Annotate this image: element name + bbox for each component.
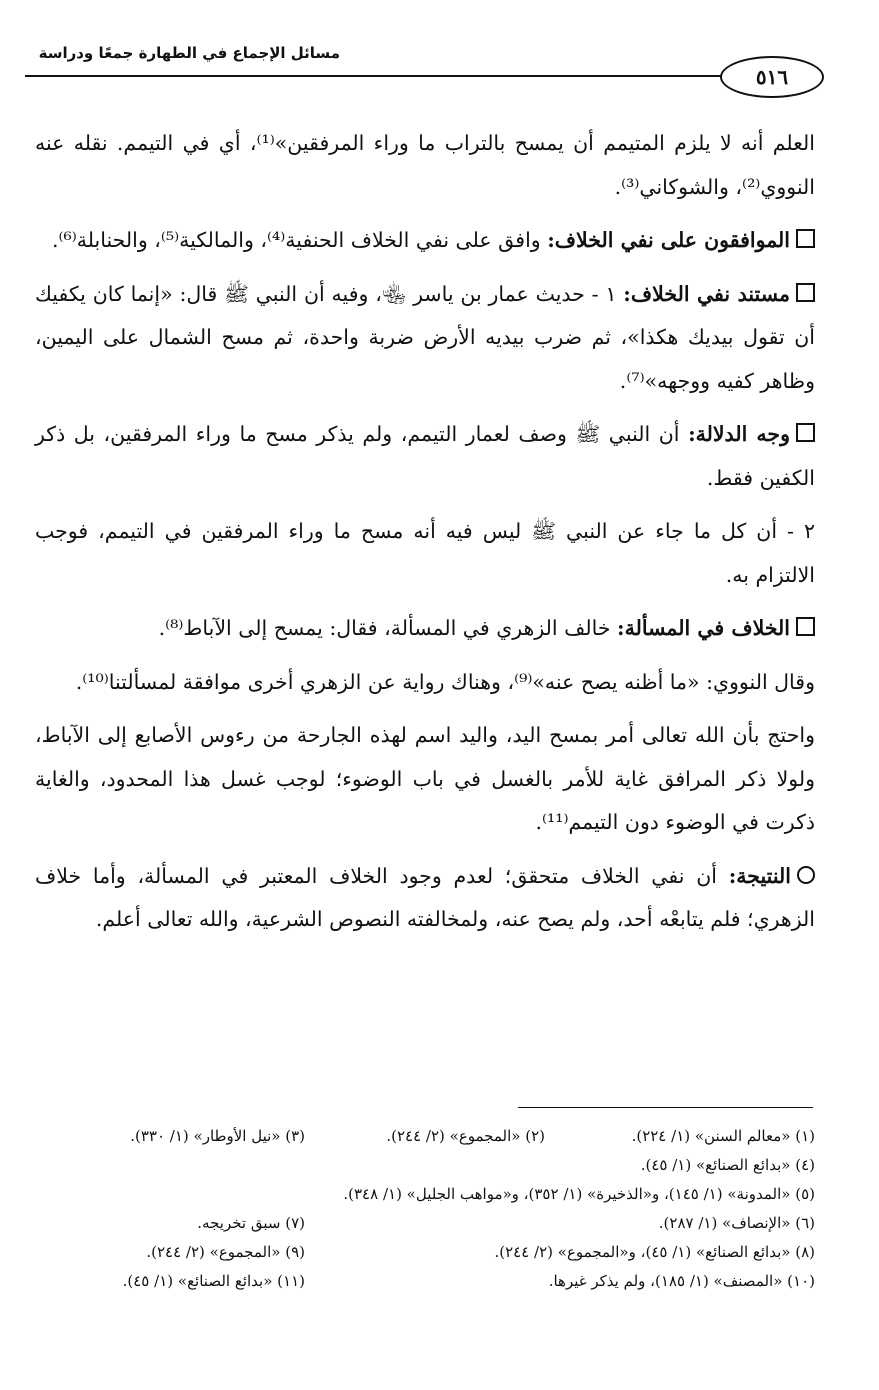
footnote-3: (٣) «نيل الأوطار» (١/ ٣٣٠).	[130, 1127, 305, 1145]
footnote-row	[35, 1238, 815, 1267]
main-text	[35, 122, 815, 952]
square-bullet-icon	[796, 283, 815, 302]
footnote-row	[35, 1180, 815, 1209]
footnote-9: (٩) «المجموع» (٢/ ٢٤٤).	[146, 1243, 305, 1261]
paragraph-argument: واحتج بأن الله تعالى أمر بمسح اليد، واليد اسم لهذه الجارحة من رءوس الأصابع إلى الآباط، ولولا ذكر المرافق غاية للأمر بالغسل في باب الوضوء؛ لوجب غسل هذا المحدود، والغاية ذكرت في الوضوء دون التيمم⁽¹¹⁾.	[35, 723, 815, 834]
footnotes	[35, 1122, 815, 1296]
footnote-4: (٤) «بدائع الصنائع» (١/ ٤٥).	[640, 1156, 815, 1174]
paragraph-agreeing	[35, 219, 815, 263]
footnote-8: (٨) «بدائع الصنائع» (١/ ٤٥)، و«المجموع» (٢/ ٢٤٤).	[494, 1243, 815, 1261]
square-bullet-icon	[796, 617, 815, 636]
footnote-6: (٦) «الإنصاف» (١/ ٢٨٧).	[658, 1214, 815, 1232]
paragraph-result	[35, 855, 815, 942]
circle-bullet-icon	[797, 866, 815, 884]
footnote-rule	[518, 1107, 813, 1108]
paragraph-1: العلم أنه لا يلزم المتيمم أن يمسح بالتراب ما وراء المرفقين»⁽¹⁾، أي في التيمم. نقله عنه النووي⁽²⁾، والشوكاني⁽³⁾.	[35, 131, 815, 199]
footnote-row	[35, 1267, 815, 1296]
square-bullet-icon	[796, 229, 815, 248]
square-bullet-icon	[796, 423, 815, 442]
text-evidence: ١ - حديث عمار بن ياسر ﵄، وفيه أن النبي ﷺ قال: «إنما كان يكفيك أن تقول بيديك هكذا»، ثم ضرب بيديه الأرض ضربة واحدة، ثم مسح الشمال على اليمين، وظاهر كفيه ووجهه»⁽⁷⁾.	[35, 281, 815, 393]
heading-dispute: الخلاف في المسألة:	[617, 616, 790, 640]
footnote-row	[35, 1209, 815, 1238]
paragraph-indication	[35, 413, 815, 500]
paragraph-evidence	[35, 273, 815, 404]
text-result: أن نفي الخلاف متحقق؛ لعدم وجود الخلاف المعتبر في المسألة، وأما خلاف الزهري؛ فلم يتابعْه أحد، ولم يصح عنه، ولمخالفته النصوص الشرعية، والله تعالى أعلم.	[35, 863, 815, 931]
paragraph-second-evidence: ٢ - أن كل ما جاء عن النبي ﷺ ليس فيه أنه مسح ما وراء المرفقين في التيمم، فوجب الالتزام به.	[35, 519, 815, 587]
paragraph-dispute	[35, 607, 815, 651]
footnote-10: (١٠) «المصنف» (١/ ١٨٥)، ولم يذكر غيرها.	[548, 1272, 815, 1290]
header-rule	[25, 75, 725, 77]
text-dispute: خالف الزهري في المسألة، فقال: يمسح إلى الآباط⁽⁸⁾.	[158, 616, 618, 640]
text-indication: أن النبي ﷺ وصف لعمار التيمم، ولم يذكر مسح ما وراء المرفقين، بل ذكر الكفين فقط.	[35, 422, 815, 490]
footnote-11: (١١) «بدائع الصنائع» (١/ ٤٥).	[122, 1272, 305, 1290]
paragraph-nawawi: وقال النووي: «ما أظنه يصح عنه»⁽⁹⁾، وهناك رواية عن الزهري أخرى موافقة لمسألتنا⁽¹⁰⁾.	[75, 669, 815, 694]
running-title: مسائل الإجماع في الطهارة جمعًا ودراسة	[38, 44, 340, 62]
heading-agreeing: الموافقون على نفي الخلاف:	[547, 228, 790, 252]
heading-evidence: مستند نفي الخلاف:	[623, 281, 790, 306]
footnote-2: (٢) «المجموع» (٢/ ٢٤٤).	[386, 1127, 545, 1145]
footnote-1: (١) «معالم السنن» (١/ ٢٢٤).	[631, 1127, 815, 1145]
footnote-7: (٧) سبق تخريجه.	[197, 1214, 305, 1232]
footnote-row	[35, 1151, 815, 1180]
text-agreeing: وافق على نفي الخلاف الحنفية⁽⁴⁾، والمالكية⁽⁵⁾، والحنابلة⁽⁶⁾.	[51, 228, 548, 252]
heading-result: النتيجة:	[728, 863, 791, 888]
footnote-row	[35, 1122, 815, 1151]
heading-indication: وجه الدلالة:	[688, 422, 790, 446]
footnote-5: (٥) «المدونة» (١/ ١٤٥)، و«الذخيرة» (١/ ٣٥٢)، و«مواهب الجليل» (١/ ٣٤٨).	[343, 1185, 815, 1203]
page-number: ٥١٦	[720, 56, 824, 98]
